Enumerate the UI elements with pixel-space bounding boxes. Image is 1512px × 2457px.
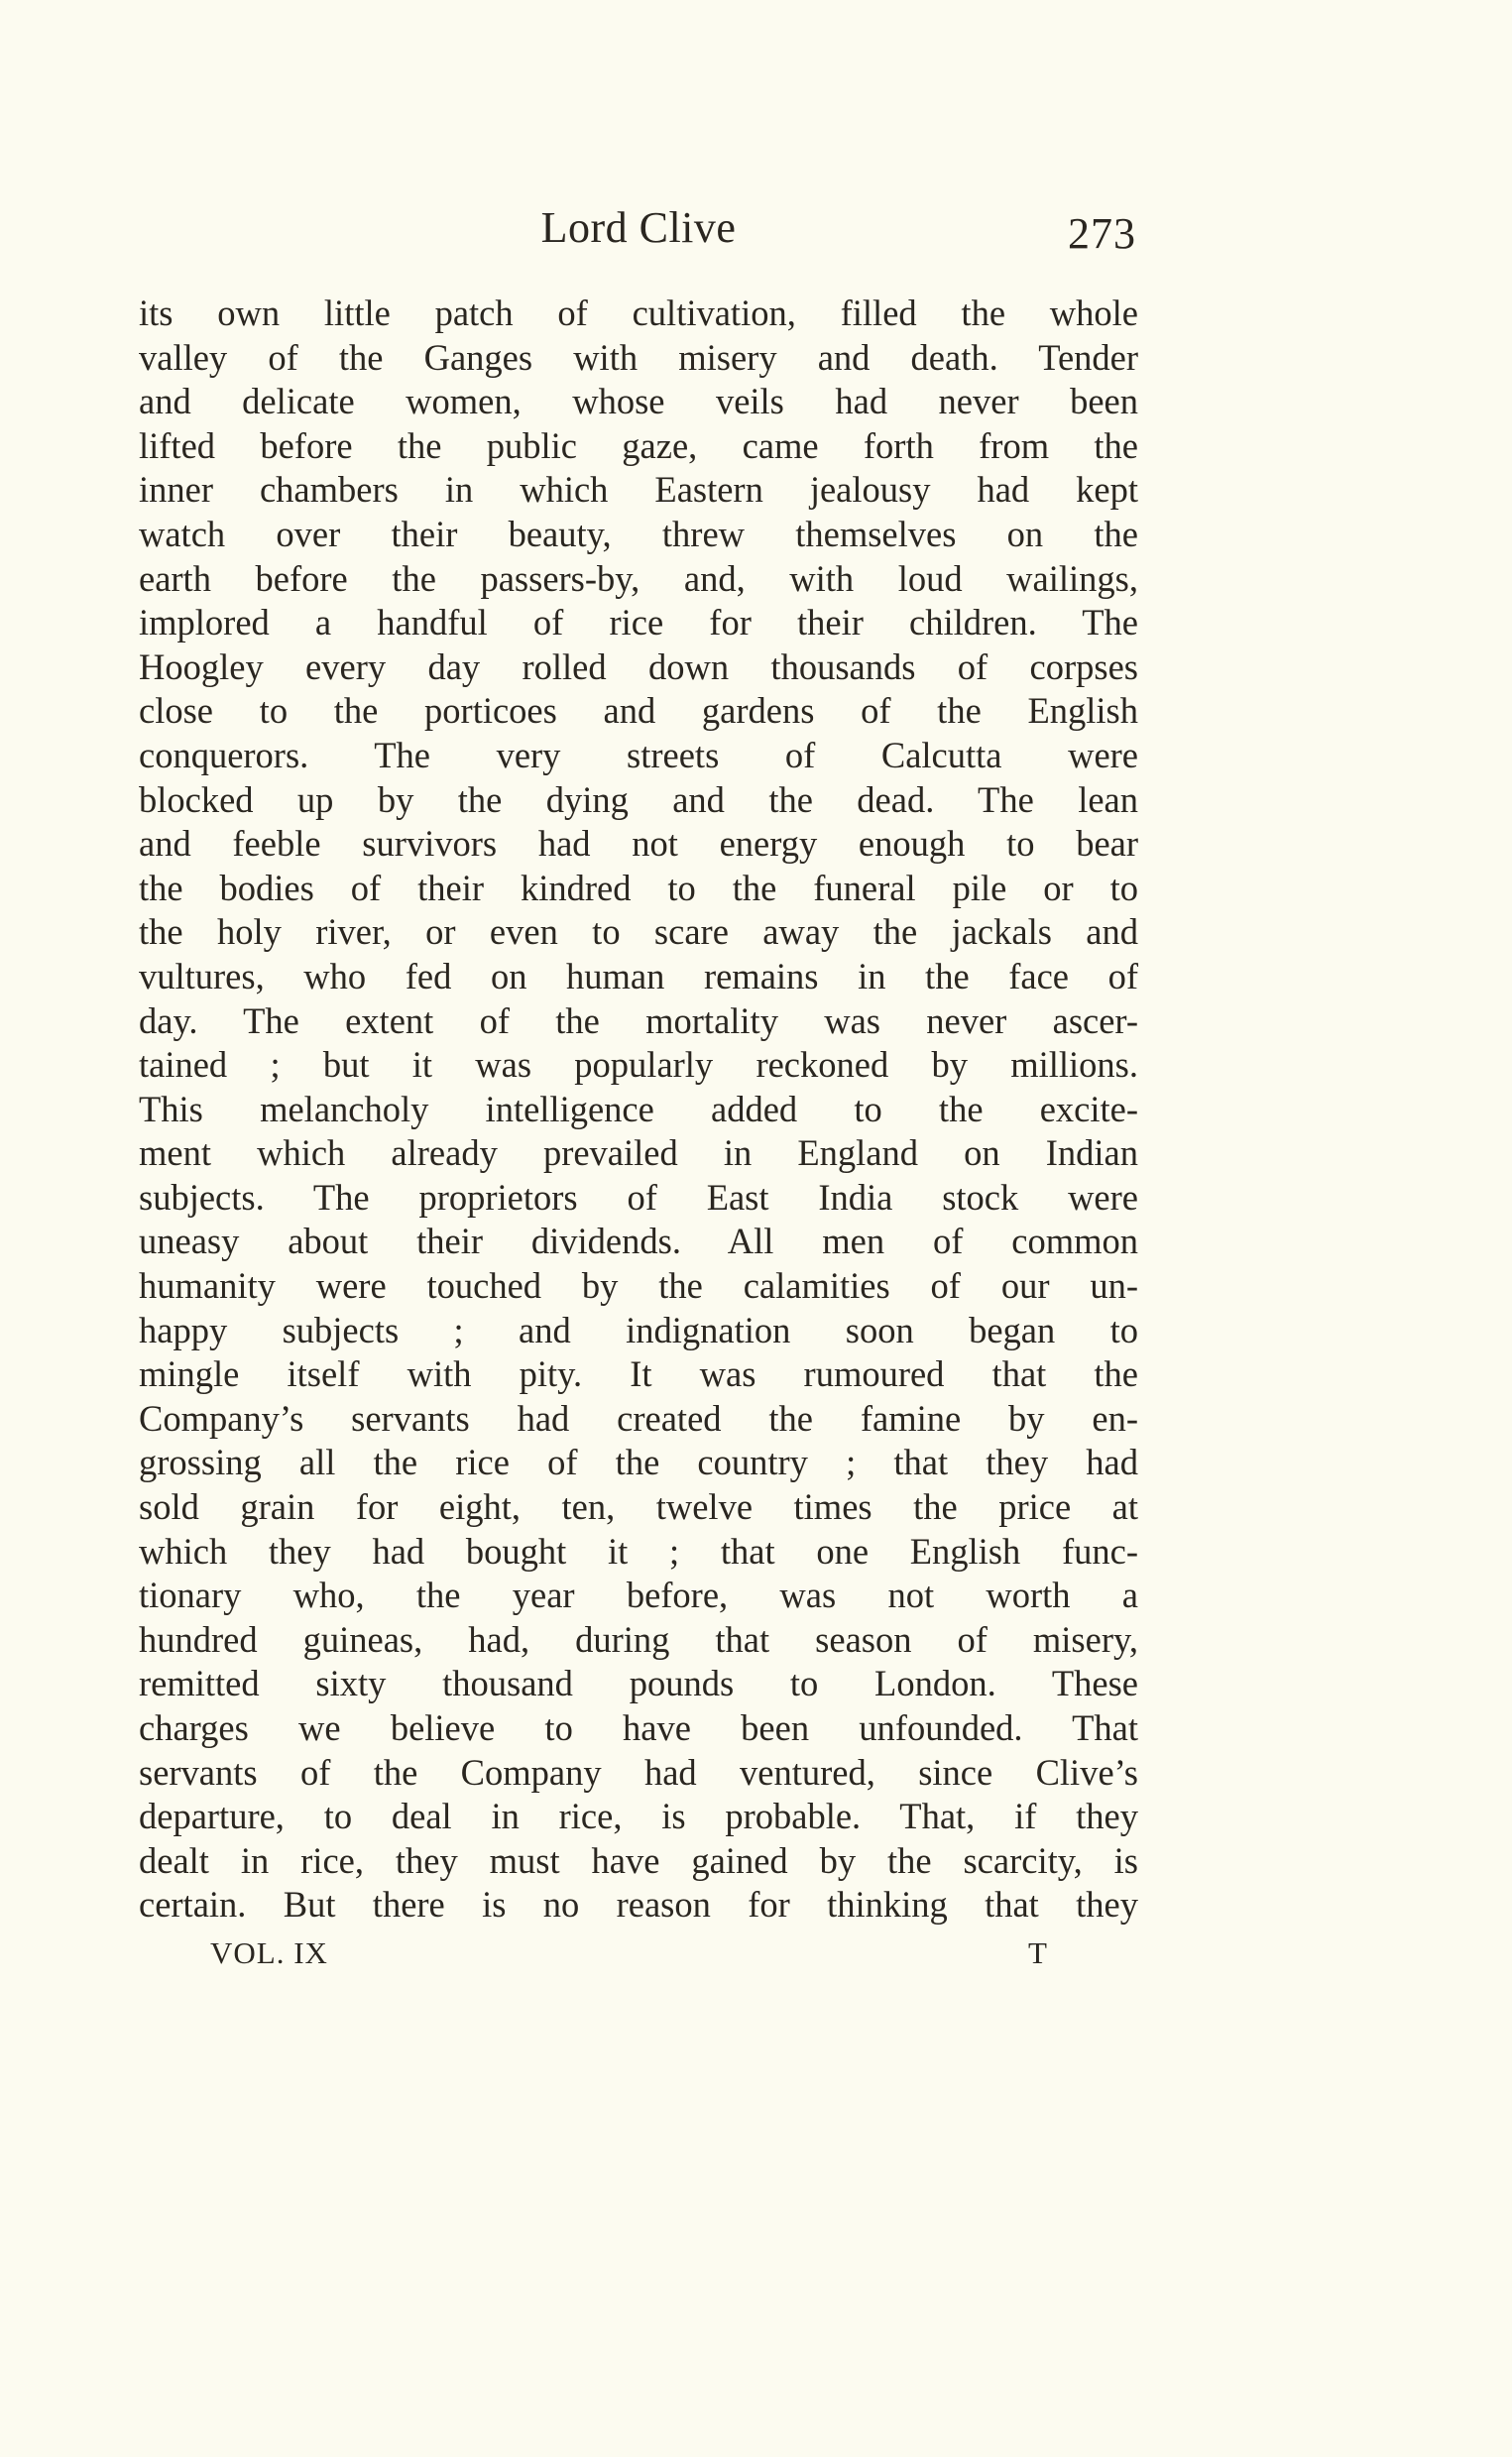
text-line: Hoogley every day rolled down thousands of corpses [139,645,1138,687]
text-line: charges we believe to have been unfounded. That [139,1707,1138,1748]
text-line: remitted sixty thousand pounds to London. These [139,1663,1138,1704]
text-line: day. The extent of the mortality was never ascer- [139,999,1138,1041]
text-line: tionary who, the year before, was not worth a [139,1575,1138,1616]
text-line: the holy river, or even to scare away the jackals and [139,911,1138,953]
text-line: servants of the Company had ventured, since Clive’s [139,1751,1138,1793]
text-line: sold grain for eight, ten, twelve times the price at [139,1486,1138,1528]
volume-signature: VOL. IX [210,1935,328,1970]
running-head [139,198,1138,268]
running-title: Lord Clive [540,203,737,252]
text-line: vultures, who fed on human remains in the face of [139,955,1138,996]
text-line: hundred guineas, had, during that season of misery, [139,1618,1138,1660]
text-line: close to the porticoes and gardens of the English [139,690,1138,732]
text-line: uneasy about their dividends. All men of common [139,1221,1138,1262]
text-line: earth before the passers-by, and, with loud wailings, [139,557,1138,599]
text-line: happy subjects ; and indignation soon began to [139,1309,1138,1350]
gathering-signature: T [1028,1935,1047,1970]
text-line: dealt in rice, they must have gained by the scarcity, is [139,1839,1138,1881]
text-line: tained ; but it was popularly reckoned by millions. [139,1044,1138,1086]
text-line: grossing all the rice of the country ; that they had [139,1442,1138,1483]
text-line: and delicate women, whose veils had never been [139,381,1138,422]
text-line: inner chambers in which Eastern jealousy had kept [139,469,1138,511]
text-line: ment which already prevailed in England on Indian [139,1132,1138,1174]
text-line: departure, to deal in rice, is probable. That, if they [139,1796,1138,1837]
text-line: humanity were touched by the calamities of our un- [139,1265,1138,1307]
text-line: conquerors. The very streets of Calcutta were [139,734,1138,775]
text-line: subjects. The proprietors of East India stock were [139,1176,1138,1218]
text-line: implored a handful of rice for their children. The [139,602,1138,644]
text-line: valley of the Ganges with misery and death. Tender [139,336,1138,378]
page-footer [139,1933,1138,1973]
body-text [139,292,1138,1928]
text-line: and feeble survivors had not energy enough to bear [139,823,1138,865]
text-line: Company’s servants had created the famine by en- [139,1397,1138,1439]
page-number: 273 [1068,209,1136,258]
text-line: certain. But there is no reason for thinking that they [139,1884,1138,1926]
text-line: which they had bought it ; that one English func- [139,1530,1138,1572]
text-line: lifted before the public gaze, came forth from the [139,424,1138,466]
text-line: This melancholy intelligence added to the excite- [139,1088,1138,1129]
text-line: its own little patch of cultivation, filled the whole [139,292,1138,333]
text-line: watch over their beauty, threw themselves on the [139,513,1138,554]
text-line: mingle itself with pity. It was rumoured that the [139,1353,1138,1395]
text-line: the bodies of their kindred to the funeral pile or to [139,867,1138,908]
text-line: blocked up by the dying and the dead. The lean [139,778,1138,820]
